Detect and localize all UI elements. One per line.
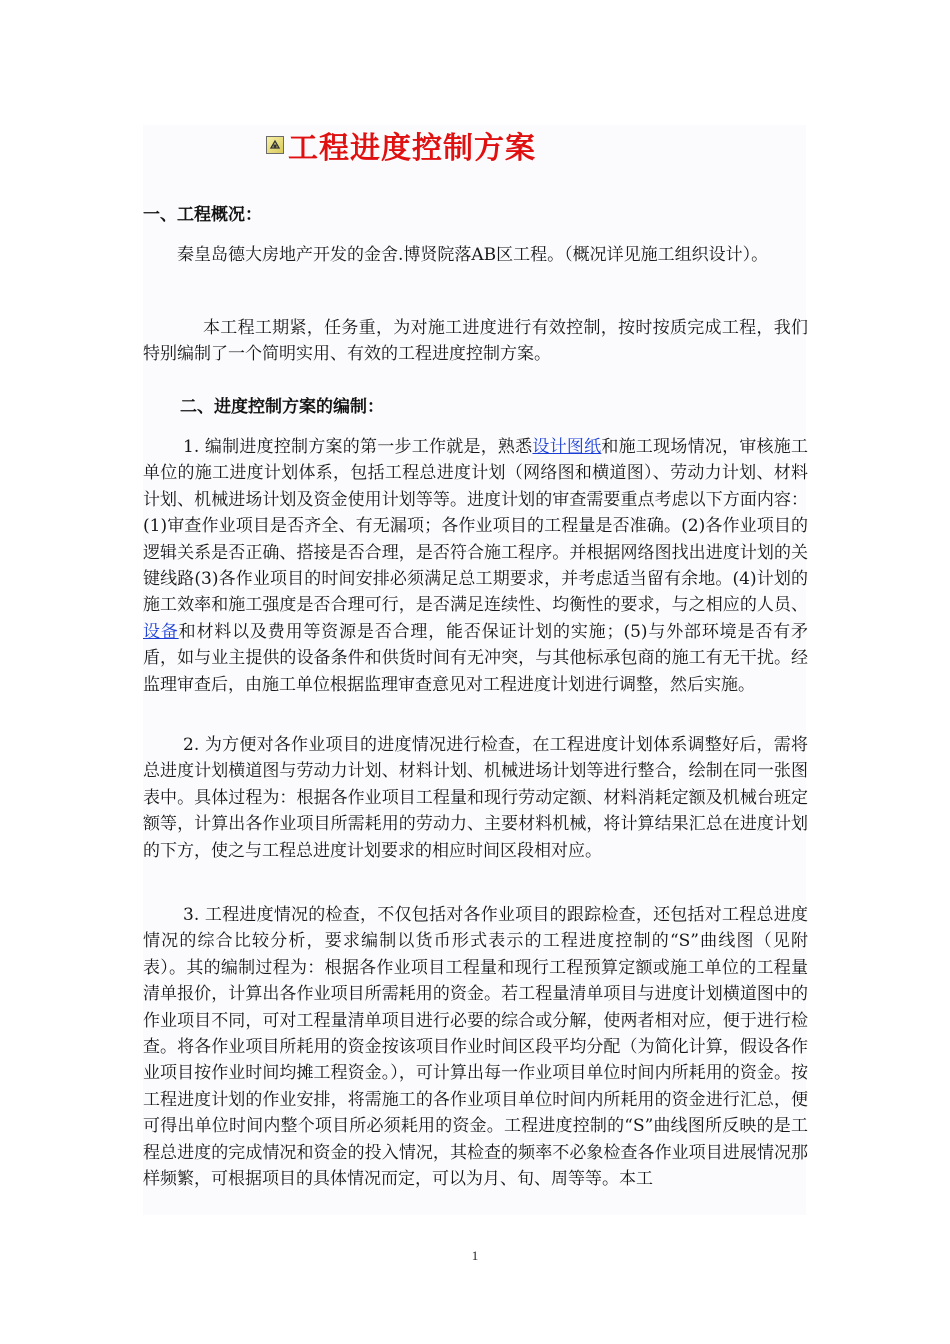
title-row xyxy=(266,126,536,164)
design-drawings-link[interactable]: 设计图纸 xyxy=(532,437,602,457)
paragraph-1 xyxy=(143,434,808,698)
paragraph-2: 2. 为方便对各作业项目的进度情况进行检查，在工程进度计划体系调整好后，需将总进度计划横道图与劳动力计划、材料计划、机械进场计划等进行整合，绘制在同一张图表中。具体过程为：根据各作业项目工程量和现行劳动定额、材料消耗定额及机械台班定额等，计算出各作业项目所需耗用的劳动力、主要材料机械，将计算结果汇总在进度计划的下方，使之与工程总进度计划要求的相应时间区段相对应。 xyxy=(143,735,808,861)
page-title: 工程进度控制方案 xyxy=(288,131,536,166)
intro-paragraph: 本工程工期紧，任务重，为对施工进度进行有效控制，按时按质完成工程，我们特别编制了一个简明实用、有效的工程进度控制方案。 xyxy=(143,318,808,365)
page-number: 1 xyxy=(471,1248,479,1263)
paragraph-1-part-b: 和施工现场情况，审核施工单位的施工进度计划体系，包括工程总进度计划（网络图和横道图）、劳动力计划、材料计划、机械进场计划及资金使用计划等等。进度计划的审查需要重点考虑以下方面内容：(1)审查作业项目是否齐全、有无漏项；各作业项目的工程量是否准确。(2)各作业项目的逻辑关系是否正确、搭接是否合理，是否符合施工程序。并根据网络图找出进度计划的关键线路(3)各作业项目的时间安排必须满足总工期要求，并考虑适当留有余地。(4)计划的施工效率和施工强度是否合理可行，是否满足连续性、均衡性的要求，与之相应的人员、 xyxy=(143,437,809,616)
equipment-link[interactable]: 设备 xyxy=(143,621,179,642)
overview-paragraph: 秦皇岛德大房地产开发的金舍.博贤院落AB区工程。（概况详见施工组织设计）。 xyxy=(177,245,769,265)
section-heading-overview: 一、工程概况： xyxy=(143,205,262,225)
paragraph-1-part-c: 和材料以及费用等资源是否合理，能否保证计划的实施；(5)与外部环境是否有矛盾，如与业主提供的设备条件和供货时间有无冲突，与其他标承包商的施工有无干扰。经监理审查后，由施工单位根据监理审查意见对工程进度计划进行调整，然后实施。 xyxy=(143,621,808,695)
paragraph-1-part-a: 1. 编制进度控制方案的第一步工作就是，熟悉 xyxy=(183,437,533,457)
paragraph-3: 3. 工程进度情况的检查，不仅包括对各作业项目的跟踪检查，还包括对工程总进度情况的综合比较分析，要求编制以货币形式表示的工程进度控制的“S”曲线图（见附表）。其的编制过程为：根据各作业项目工程量和现行工程预算定额或施工单位的工程量清单报价，计算出各作业项目所需耗用的资金。若工程量清单项目与进度计划横道图中的作业项目不同，可对工程量清单项目进行必要的综合或分解，使两者相对应，便于进行检查。将各作业项目所耗用的资金按该项目作业时间区段平均分配（为简化计算，假设各作业项目按作业时间均摊工程资金。），可计算出每一作业项目单位时间内所耗用的资金。按工程进度计划的作业安排，将需施工的各作业项目单位时间内所耗用的资金进行汇总，便可得出单位时间内整个项目所必须耗用的资金。工程进度控制的“S”曲线图所反映的是工程总进度的完成情况和资金的投入情况，其检查的频率不必象检查各作业项目进展情况那样频繁，可根据项目的具体情况而定，可以为月、旬、周等等。本工 xyxy=(143,905,808,1190)
section-heading-plan: 二、进度控制方案的编制： xyxy=(180,397,384,417)
document-icon xyxy=(266,136,284,154)
